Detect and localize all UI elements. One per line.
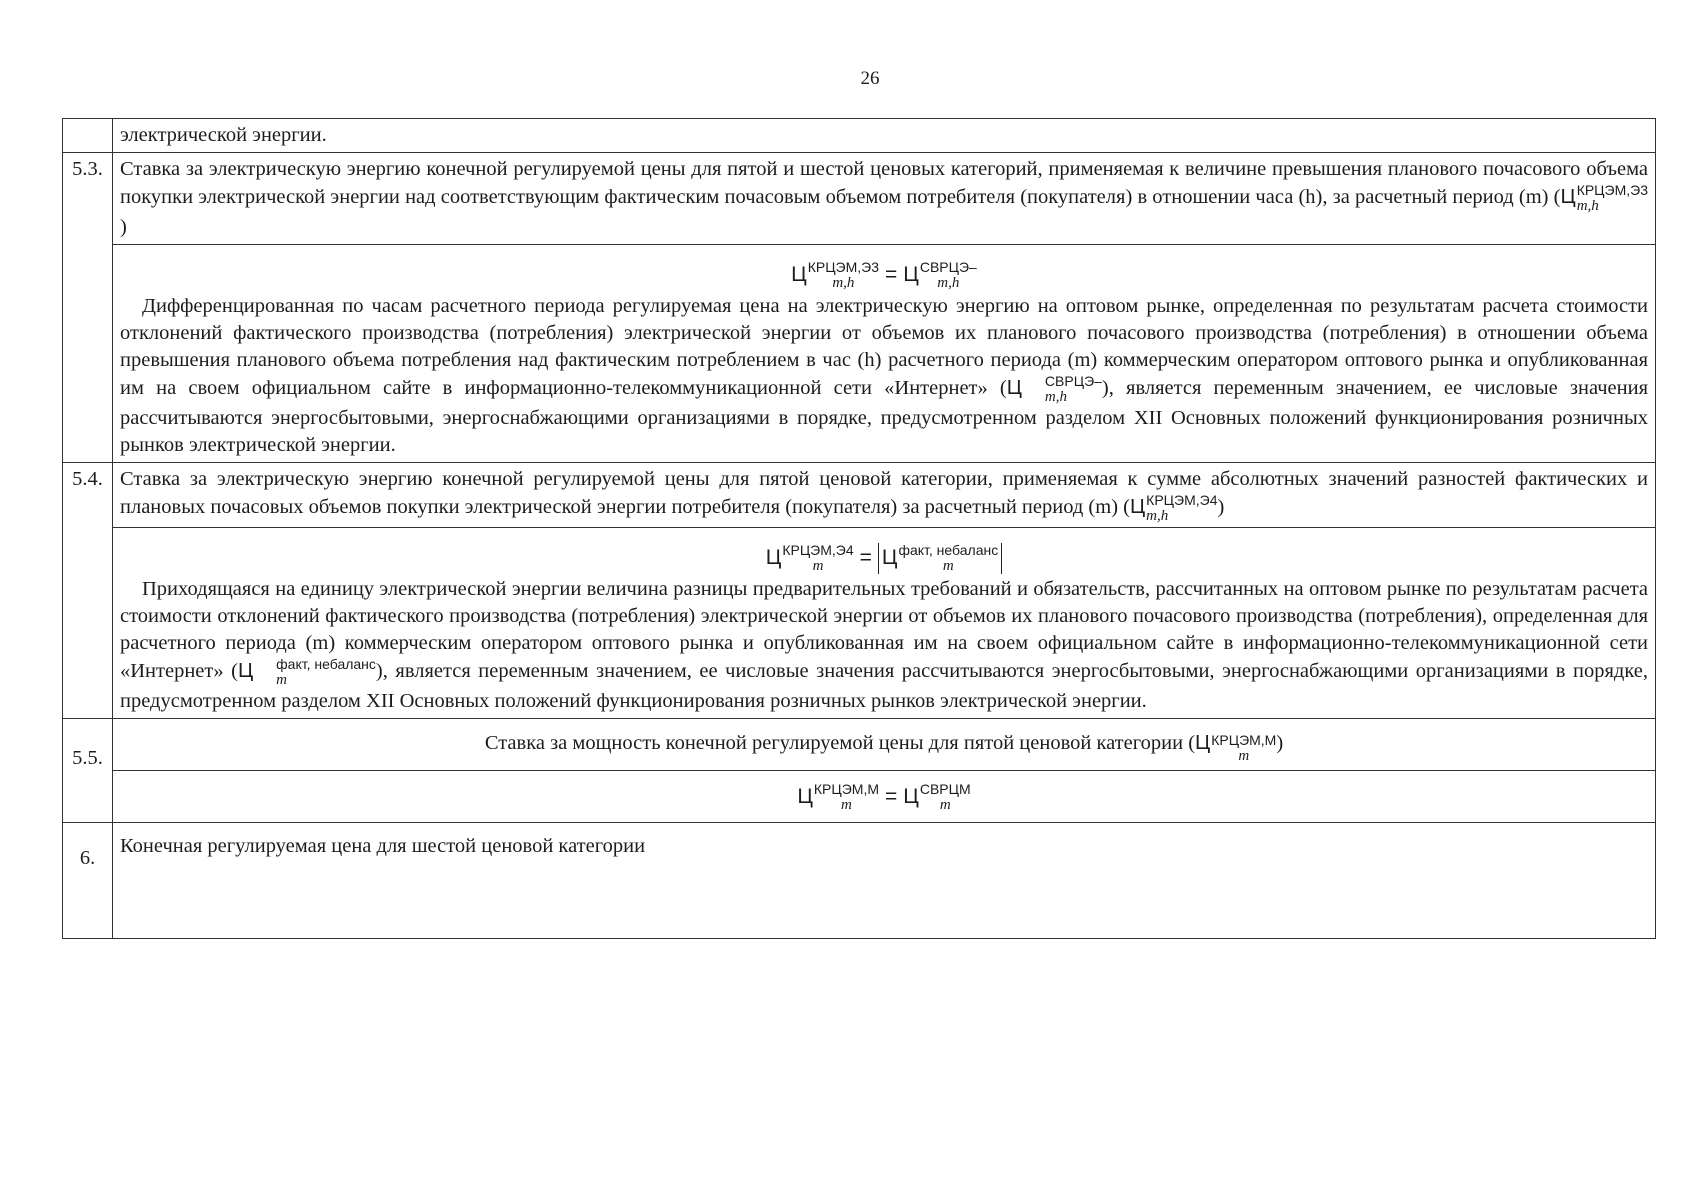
table-row-5-5-formula xyxy=(63,771,1656,823)
table-row-5-3-formula xyxy=(63,245,1656,463)
symbol-indices xyxy=(1146,493,1217,524)
price-symbol: Ц xyxy=(1195,731,1211,754)
formula-rhs-indices xyxy=(920,782,971,813)
description-text-end: ), является переменным значением, ее числовые значения рассчитываются энергосбытовыми, энергоснабжающими организациями в порядке, предусмотренном разделом XII Основных положений функционирования розничных рынков электрической энергии. xyxy=(120,377,1649,456)
section-title xyxy=(113,463,1656,528)
formula-rhs-subscript: m xyxy=(939,797,951,813)
description-symbol: Ц xyxy=(1006,376,1022,400)
section-title xyxy=(113,153,1656,245)
table-row xyxy=(63,119,1656,153)
formula-lhs-indices xyxy=(782,543,853,574)
formula-equals: = xyxy=(885,263,898,287)
description-text-end: ), является переменным значением, ее числовые значения рассчитываются энергосбытовыми, энергоснабжающими организациями в порядке, предусмотренном разделом XII Основных положений функционирования розничных рынков электрической энергии. xyxy=(120,660,1648,712)
formula-equals: = xyxy=(885,785,898,809)
formula-rhs-superscript: СВРЦЭ– xyxy=(919,259,977,275)
formula-cell xyxy=(113,245,1656,463)
formula xyxy=(120,248,1648,293)
description-subscript: m,h xyxy=(1044,389,1068,405)
formula-rhs-indices xyxy=(920,260,977,291)
tariff-table xyxy=(62,118,1656,939)
table-row-6 xyxy=(63,823,1656,939)
description-text: Приходящаяся на единицу электрической энергии величина разницы предварительных требований и обязательств, рассчитанных на оптовом рынке по результатам расчета стоимости отклонений фактического производства (потребления) электрической энергии от объемов их планового почасового производства (потребления), определенная для расчетного периода (m) коммерческим оператором оптового рынка и опубликованная им на своем официальном сайте в информационно-телекоммуникационной сети «Интернет» ( xyxy=(120,578,1648,683)
formula-rhs-subscript: m xyxy=(942,558,954,574)
formula-lhs-subscript: m xyxy=(841,797,852,813)
formula-lhs-subscript: m,h xyxy=(832,275,855,291)
table-row-5-4 xyxy=(63,463,1656,528)
continuation-text: электрической энергии. xyxy=(120,124,327,146)
symbol-superscript: КРЦЭМ,Э3 xyxy=(1576,182,1648,198)
formula-lhs-indices xyxy=(814,782,879,813)
formula-rhs-superscript: факт, небаланс xyxy=(898,542,999,558)
formula-lhs-indices xyxy=(808,260,879,291)
row-number: 5.4. xyxy=(63,463,113,719)
row-number: 5.5. xyxy=(63,719,113,823)
table-row-5-3 xyxy=(63,153,1656,245)
formula-lhs-subscript: m xyxy=(812,558,824,574)
formula-cell xyxy=(113,771,1656,823)
table-row-5-5 xyxy=(63,719,1656,771)
description-superscript: СВРЦЭ– xyxy=(1044,373,1102,389)
symbol-subscript: m,h xyxy=(1576,198,1599,214)
row-number: 6. xyxy=(63,823,113,939)
formula-rhs-superscript: СВРЦМ xyxy=(919,781,971,797)
formula-lhs-superscript: КРЦЭМ,Э4 xyxy=(782,542,854,558)
formula xyxy=(120,774,1648,819)
formula-description xyxy=(120,293,1648,459)
formula-lhs-symbol: Ц xyxy=(797,785,813,809)
formula-lhs-symbol: Ц xyxy=(765,546,782,570)
section-title-text: Ставка за мощность конечной регулируемой цены для пятой ценовой категории ( xyxy=(484,732,1196,754)
description-symbol-indices xyxy=(1023,374,1102,405)
formula-rhs-symbol: Ц xyxy=(903,785,919,809)
title-close: ) xyxy=(120,216,127,238)
formula-equals: = xyxy=(859,546,872,570)
formula-lhs-superscript: КРЦЭМ,Э3 xyxy=(807,259,880,275)
symbol-superscript: КРЦЭМ,Э4 xyxy=(1146,492,1218,508)
title-close: ) xyxy=(1217,496,1225,519)
symbol-indices xyxy=(1211,733,1276,764)
row-text-cell xyxy=(113,119,1656,153)
formula xyxy=(120,531,1648,576)
formula-lhs-superscript: КРЦЭМ,М xyxy=(813,781,880,797)
section-title-text: Ставка за электрическую энергию конечной регулируемой цены для пятой ценовой категории, применяемая к сумме абсолютных значений разностей фактических и плановых почасовых объемов покупки электрической энергии потребителя (покупателя) за расчетный период (m) ( xyxy=(120,468,1648,519)
symbol-subscript: m xyxy=(1238,748,1250,764)
description-symbol: Ц xyxy=(237,659,254,683)
symbol-indices xyxy=(1577,183,1648,214)
formula-rhs-subscript: m,h xyxy=(937,275,960,291)
symbol-superscript: КРЦЭМ,М xyxy=(1211,732,1277,748)
row-number-cell xyxy=(63,119,113,153)
formula-lhs-symbol: Ц xyxy=(791,263,807,287)
description-text: Дифференцированная по часам расчетного периода регулируемая цена на электрическую энергию на оптовом рынке, определенная по результатам расчета стоимости отклонений фактического производства (потребления) электрической энергии от объемов их планового почасового производства (потребления) в отношении объема превышения планового объема потребления над фактическим потреблением в час (h) расчетного периода (m) коммерческим оператором оптового рынка и опубликованная им на своем официальном сайте в информационно-телекоммуникационной сети «Интернет» ( xyxy=(120,295,1648,400)
absolute-value xyxy=(878,543,1002,574)
page-number: 26 xyxy=(860,68,880,89)
section-title-text: Конечная регулируемая цена для шестой ценовой категории xyxy=(120,835,646,857)
price-symbol: Ц xyxy=(1560,185,1576,209)
formula-description xyxy=(120,576,1648,715)
section-title xyxy=(113,823,1656,939)
formula-rhs-symbol: Ц xyxy=(881,546,898,570)
formula-rhs-indices xyxy=(898,543,998,574)
description-superscript: факт, небаланс xyxy=(276,656,376,672)
description-symbol-indices xyxy=(254,657,376,688)
title-close: ) xyxy=(1276,732,1284,754)
table-row-5-4-formula xyxy=(63,528,1656,719)
formula-rhs-symbol: Ц xyxy=(903,263,919,287)
price-symbol: Ц xyxy=(1130,495,1146,519)
section-title-text: Ставка за электрическую энергию конечной регулируемой цены для пятой и шестой ценовых категорий, применяемая к величине превышения планового почасового объема покупки электрической энергии над соответствующим фактическим почасовым объемом потребителя (покупателя) в отношении часа (h), за расчетный период (m) ( xyxy=(120,158,1648,209)
row-number: 5.3. xyxy=(63,153,113,463)
formula-cell xyxy=(113,528,1656,719)
symbol-subscript: m,h xyxy=(1146,508,1169,524)
section-title xyxy=(113,719,1656,771)
description-subscript: m xyxy=(276,672,287,688)
